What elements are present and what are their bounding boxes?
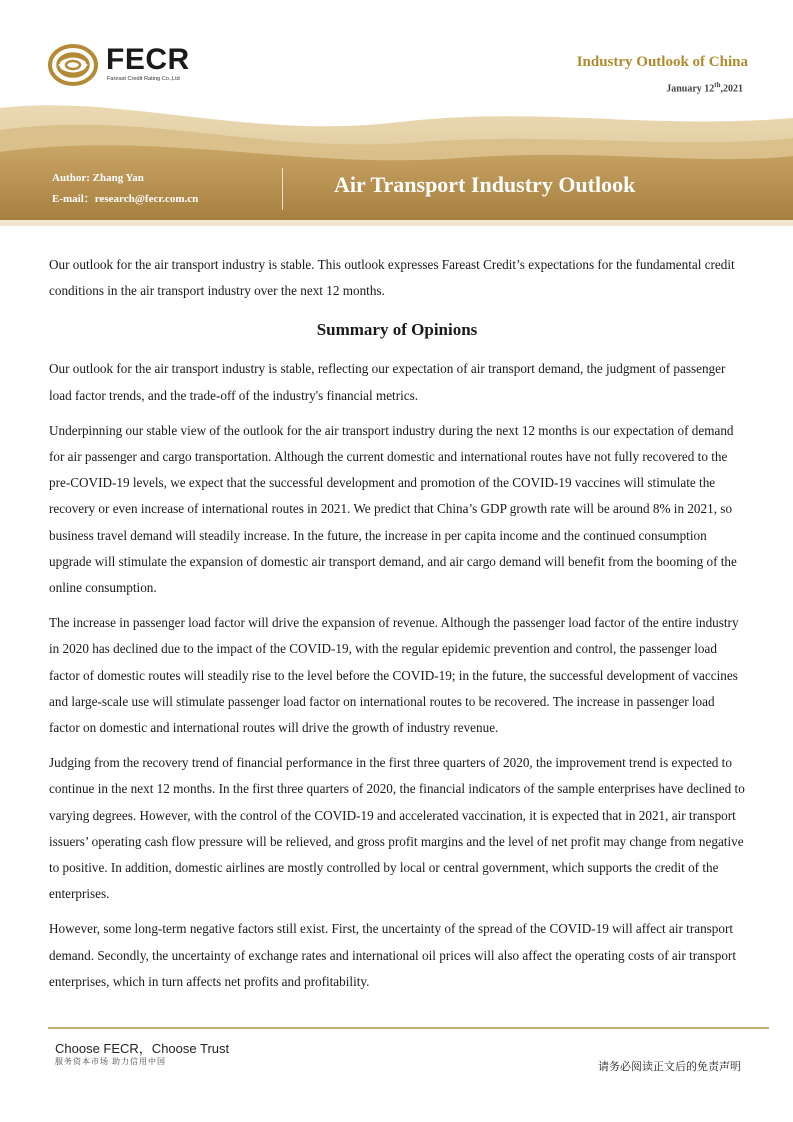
- author-name: Author: Zhang Yan: [52, 172, 144, 184]
- body-paragraph: Our outlook for the air transport industry is stable, reflecting our expectation of air transport demand, the judgment of passenger load factor trends, and the trade-off of the industry's financial metrics.: [49, 361, 726, 403]
- fecr-logo-icon: [48, 42, 100, 88]
- body-paragraph: The increase in passenger load factor will drive the expansion of revenue. Although the passenger load factor of the entire industry in 2020 has declined due to the impact of the COVID-19, with the regular epidemic prevention and control, the passenger load factor of domestic routes will steadily rise to the level before the COVID-19; in the future, the successful development of vaccines and large-scale use will stimulate passenger load factor on international routes to be recovered. The increase in passenger load factor on domestic and international routes will drive the growth of industry revenue.: [49, 615, 739, 736]
- intro-paragraph: Our outlook for the air transport industry is stable. This outlook expresses Fareast Credit’s expectations for the fundamental credit conditions in the air transport industry over the next 12 months.: [49, 257, 735, 299]
- footer-divider: [48, 1027, 769, 1029]
- brand-full-name: Fareast Credit Rating Co.,Ltd: [107, 76, 180, 82]
- fecr-logo: [48, 42, 208, 88]
- banner-divider: [282, 168, 283, 210]
- main-content: [49, 252, 745, 1004]
- body-paragraph: Judging from the recovery trend of financial performance in the first three quarters of 2020, the improvement trend is expected to continue in the next 12 months. In the first three quarters of 2020, the financial indicators of the sample enterprises have declined to varying degrees. However, with the control of the COVID-19 and accelerated vaccination, it is expected that in 2021, air transport issuers’ operating cash flow pressure will be relieved, and gross profit margins and the level of net profit may change from negative to positive. In addition, domestic airlines are mostly controlled by local or central government, which supports the credit of the enterprises.: [49, 755, 745, 902]
- body-paragraph: Underpinning our stable view of the outlook for the air transport industry during the next 12 months is our expectation of demand for air passenger and cargo transportation. Although the current domestic and international routes have not fully recovered to the pre-COVID-19 levels, we expect that the successful development and promotion of the COVID-19 vaccines will stimulate the recovery or even increase of international routes in 2021. We predict that China’s GDP growth rate will be around 8% in 2021, so business travel demand will steadily increase. In the future, the increase in per capita income and the continued consumption upgrade will stimulate the expansion of domestic air transport demand, and air cargo demand will benefit from the booming of the online consumption.: [49, 422, 737, 596]
- body-paragraph: However, some long-term negative factors still exist. First, the uncertainty of the spread of the COVID-19 will affect air transport demand. Secondly, the uncertainty of exchange rates and international oil prices will also affect the operating costs of air transport enterprises, which in turn affects net profits and profitability.: [49, 921, 736, 989]
- footer-slogan: Choose FECR，Choose Trust: [55, 1041, 230, 1056]
- brand-name: FECR: [106, 43, 190, 76]
- footer-slogan-cn: 服务资本市场 助力信用中国: [55, 1057, 166, 1066]
- series-title: Industry Outlook of China: [576, 54, 748, 70]
- author-email: E-mail：research@fecr.com.cn: [52, 193, 199, 205]
- footer-disclaimer: 请务必阅读正文后的免责声明: [598, 1061, 741, 1073]
- report-date: January 12th,2021: [666, 81, 743, 95]
- report-title: Air Transport Industry Outlook: [334, 172, 636, 197]
- author-block: [52, 168, 198, 210]
- summary-heading: Summary of Opinions: [316, 320, 478, 340]
